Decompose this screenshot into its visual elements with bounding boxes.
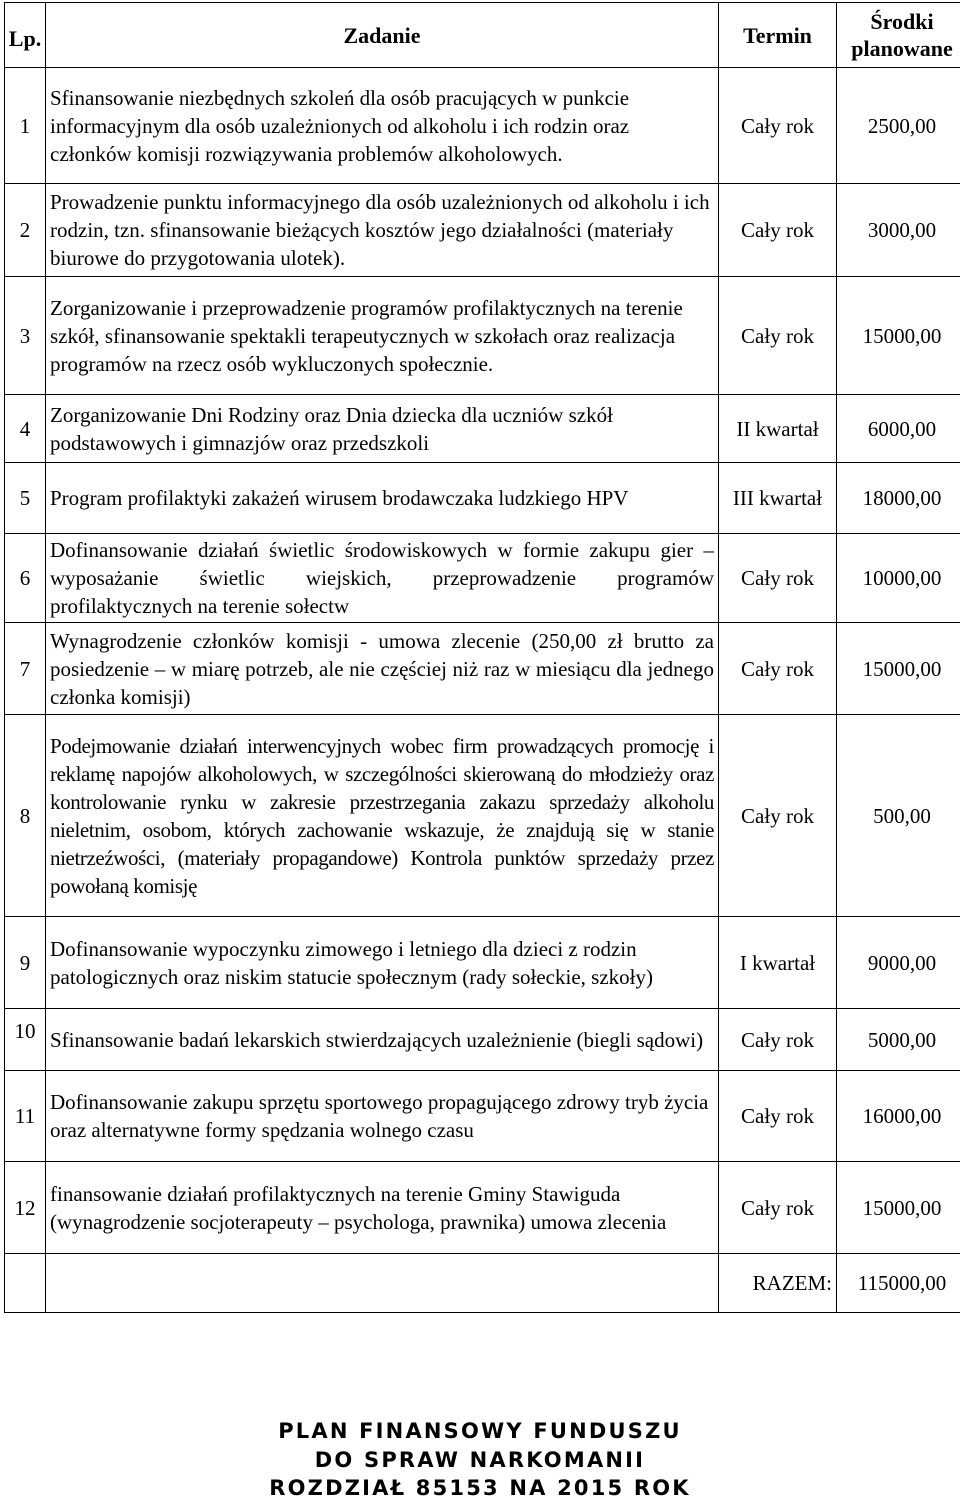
header-lp: Lp. [5,3,46,68]
document-title [0,1417,960,1503]
row-lp: 2 [5,184,46,277]
row-task: Prowadzenie punktu informacyjnego dla osób uzależnionych od alkoholu i ich rodzin, tzn. sfinansowanie bieżących kosztów jego działalności (materiały biurowe do przygotowania ulotek). [46,184,719,277]
row-amount: 9000,00 [837,917,960,1009]
row-lp: 9 [5,917,46,1009]
header-task: Zadanie [46,3,719,68]
row-lp: 7 [5,623,46,715]
title-line-1: PLAN FINANSOWY FUNDUSZU [0,1417,960,1446]
table-row [5,917,960,1009]
row-amount: 6000,00 [837,395,960,463]
row-task: Dofinansowanie działań świetlic środowiskowych w formie zakupu gier – wyposażanie świetlic wiejskich, przeprowadzenie programów profilaktycznych na terenie sołectw [46,534,719,623]
row-term: Cały rok [719,277,837,395]
row-amount: 5000,00 [837,1009,960,1071]
row-lp: 6 [5,534,46,623]
row-amount: 2500,00 [837,68,960,184]
row-lp: 8 [5,715,46,917]
row-amount: 18000,00 [837,463,960,534]
row-amount: 3000,00 [837,184,960,277]
row-task: Dofinansowanie wypoczynku zimowego i letniego dla dzieci z rodzin patologicznych oraz niskim statucie społecznym (rady sołeckie, szkoły) [46,917,719,1009]
row-task: Zorganizowanie i przeprowadzenie programów profilaktycznych na terenie szkół, sfinansowanie spektakli terapeutycznych w szkołach oraz realizacja programów na rzecz osób wykluczonych społecznie. [46,277,719,395]
row-task: Wynagrodzenie członków komisji - umowa zlecenie (250,00 zł brutto za posiedzenie – w miarę potrzeb, ale nie częściej niż raz w miesiącu dla jednego członka komisji) [46,623,719,715]
row-amount: 500,00 [837,715,960,917]
row-term: Cały rok [719,1009,837,1071]
total-label: RAZEM: [719,1254,837,1313]
total-task-empty [46,1254,719,1313]
row-task: Zorganizowanie Dni Rodziny oraz Dnia dziecka dla uczniów szkół podstawowych i gimnazjów oraz przedszkoli [46,395,719,463]
table-row [5,1071,960,1162]
table-row [5,277,960,395]
row-term: I kwartał [719,917,837,1009]
table-row [5,68,960,184]
row-lp: 12 [5,1162,46,1254]
row-term: Cały rok [719,715,837,917]
total-row [5,1254,960,1313]
table-header-row [5,3,960,68]
table-row [5,1162,960,1254]
row-task: Podejmowanie działań interwencyjnych wobec firm prowadzących promocję i reklamę napojów alkoholowych, w szczególności skierowaną do młodzieży oraz kontrolowanie rynku w zakresie przestrzegania zakazu sprzedaży alkoholu nieletnim, osobom, których zachowanie wskazuje, że znajdują się w stanie nietrzeźwości, (materiały propagandowe) Kontrola punktów sprzedaży przez powołaną komisję [46,715,719,917]
row-task: Sfinansowanie niezbędnych szkoleń dla osób pracujących w punkcie informacyjnym dla osób uzależnionych od alkoholu i ich rodzin oraz członków komisji rozwiązywania problemów alkoholowych. [46,68,719,184]
row-amount: 10000,00 [837,534,960,623]
total-amount: 115000,00 [837,1254,960,1313]
row-lp: 3 [5,277,46,395]
table-row [5,534,960,623]
table-row [5,623,960,715]
row-term: Cały rok [719,184,837,277]
row-term: Cały rok [719,534,837,623]
row-lp: 5 [5,463,46,534]
total-lp-empty [5,1254,46,1313]
row-term: Cały rok [719,1071,837,1162]
header-amount [837,3,960,68]
row-lp: 10 [5,1009,46,1071]
budget-table [4,2,960,1313]
title-line-2: DO SPRAW NARKOMANII [0,1446,960,1475]
row-lp: 4 [5,395,46,463]
table-row [5,184,960,277]
row-amount: 16000,00 [837,1071,960,1162]
row-task: Program profilaktyki zakażeń wirusem brodawczaka ludzkiego HPV [46,463,719,534]
row-amount: 15000,00 [837,623,960,715]
row-lp: 11 [5,1071,46,1162]
row-term: Cały rok [719,1162,837,1254]
row-amount: 15000,00 [837,277,960,395]
title-line-3: ROZDZIAŁ 85153 NA 2015 ROK [0,1474,960,1503]
header-term: Termin [719,3,837,68]
row-term: III kwartał [719,463,837,534]
row-task: Dofinansowanie zakupu sprzętu sportowego propagującego zdrowy tryb życia oraz alternatywne formy spędzania wolnego czasu [46,1071,719,1162]
table-row [5,715,960,917]
header-amount-line1: Środki [837,8,960,35]
row-amount: 15000,00 [837,1162,960,1254]
row-task: Sfinansowanie badań lekarskich stwierdzających uzależnienie (biegli sądowi) [46,1009,719,1071]
row-task: finansowanie działań profilaktycznych na terenie Gminy Stawiguda (wynagrodzenie socjoterapeuty – psychologa, prawnika) umowa zlecenia [46,1162,719,1254]
table-row [5,463,960,534]
table-row [5,395,960,463]
row-lp: 1 [5,68,46,184]
row-term: Cały rok [719,623,837,715]
row-term: Cały rok [719,68,837,184]
header-amount-line2: planowane [837,35,960,62]
row-term: II kwartał [719,395,837,463]
table-row [5,1009,960,1071]
